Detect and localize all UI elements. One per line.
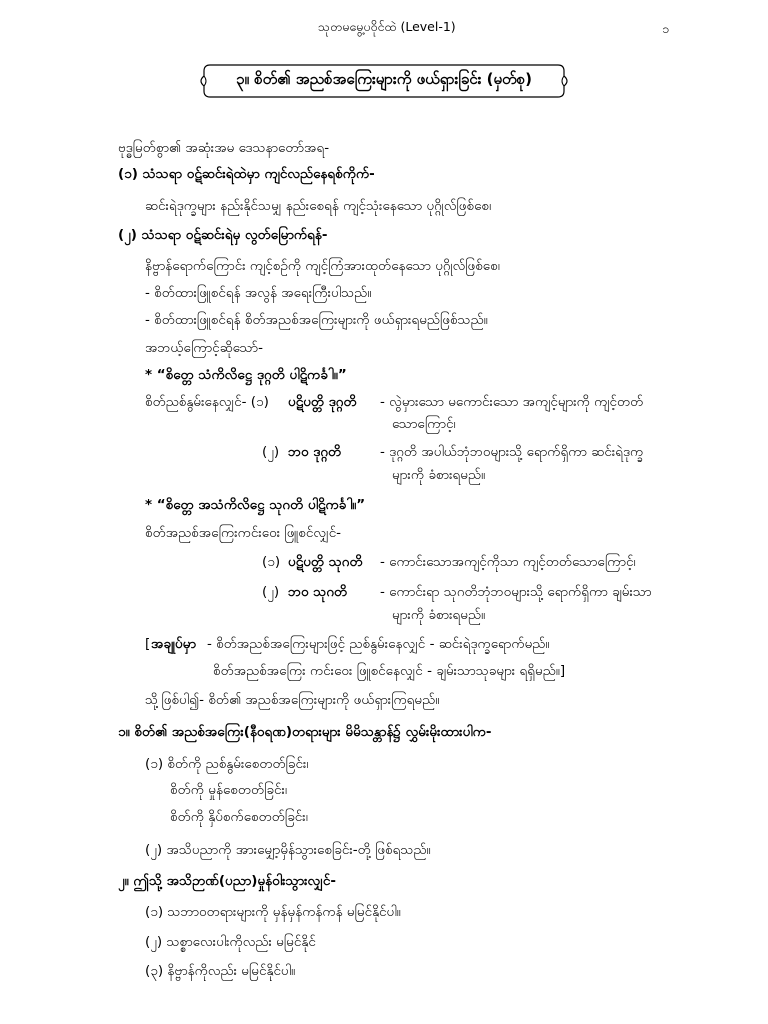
list-item: (၁) စိတ်ကို ညစ်နွမ်းစေတတ်ခြင်း၊ — [145, 756, 309, 772]
chapter-title: ၃။ စိတ်၏ အညစ်အကြေးများကို ဖယ်ရှားခြင်း (မှတ်စု) — [236, 70, 532, 88]
item-number: (၂) — [262, 444, 280, 460]
body-line: နိဗ္ဗာန်ရောက်ကြောင်း ကျင့်စဉ်ကို ကျင့်ကြံအားထုတ်နေသော ပုဂ္ဂိုလ်ဖြစ်စေ၊ — [145, 258, 500, 274]
body-line: စိတ်အညစ်အကြေးကင်းဝေး ဖြူစင်လျှင်- — [145, 525, 342, 541]
section-heading-2: (၂) သံသရာ ဝဋ်ဆင်းရဲမှ လွတ်မြောက်ရန်- — [118, 227, 328, 243]
list-item: (၃) နိဗ္ဗာန်ကိုလည်း မမြင်နိုင်ပါ။ — [145, 963, 296, 979]
term-label: ပဋိပတ္တိ သုဂတိ — [288, 554, 363, 570]
term-label: ဘဝ သုဂတိ — [288, 584, 348, 600]
summary-line: - စိတ်အညစ်အကြေးများဖြင့် ညစ်နွမ်းနေလျှင် - ဆင်းရဲဒုက္ခရောက်မည်။ — [207, 636, 550, 652]
list-item: စိတ်ကို နှိပ်စက်စေတတ်ခြင်း၊ — [170, 809, 308, 825]
term-definition-cont: သောကြောင့်၊ — [392, 416, 456, 432]
item-number: (၂) — [262, 584, 280, 600]
body-line: စိတ်ညစ်နွမ်းနေလျှင်- (၁) — [145, 394, 269, 410]
term-label: ဘဝ ဒုဂ္ဂတိ — [288, 444, 342, 460]
term-label: ပဋိပတ္တိ ဒုဂ္ဂတိ — [288, 394, 357, 410]
body-line: သို့ဖြစ်ပါ၍- စိတ်၏ အညစ်အကြေးများကို ဖယ်ရှားကြရမည်။ — [145, 692, 440, 708]
numbered-heading-2: ၂။ ဤသို့ အသိဉာဏ်(ပညာ)မှုန်ဝါးသွားလျှင်- — [118, 873, 336, 889]
list-item: (၂) အသိပညာကို အားမျှော့မှိန်သွားစေခြင်း-တို့ ဖြစ်ရသည်။ — [145, 842, 431, 858]
body-line: အဘယ့်ကြောင့်ဆိုသော်- — [145, 340, 263, 356]
term-definition-cont: များကို ခံစားရမည်။ — [392, 467, 486, 483]
term-definition: - လွဲမှားသော မကောင်းသော အကျင့်များကို ကျင့်တတ် — [380, 394, 644, 410]
page-number: ၁ — [662, 21, 670, 36]
section-heading-1: (၁) သံသရာ ဝဋ်ဆင်းရဲထဲမှာ ကျင်လည်နေရစ်ကိုက်- — [118, 166, 375, 182]
bullet-line: - စိတ်ထားဖြူစင်ရန် စိတ်အညစ်အကြေးများကို ဖယ်ရှားရမည်ဖြစ်သည်။ — [145, 312, 488, 328]
list-item: (၂) သစ္စာလေးပါးကိုလည်း မမြင်နိုင် — [145, 934, 316, 950]
chapter-title-banner — [196, 62, 572, 100]
summary-label: အချုပ်မှာ — [151, 636, 197, 652]
item-number: (၁) — [262, 554, 281, 570]
intro-line: ဗုဒ္ဓမြတ်စွာ၏ အဆုံးအမ ဒေသနာတော်အရ- — [118, 140, 330, 156]
numbered-heading-1: ၁။ စိတ်၏ အညစ်အကြေး(နီဝရဏ)တရားများ မိမိသန္တာန်၌ လွှမ်းမိုးထားပါက- — [118, 724, 492, 740]
list-item: စိတ်ကို မှုန်စေတတ်ခြင်း၊ — [170, 782, 288, 798]
term-definition: - ဒုဂ္ဂတိ အပါယ်ဘုံဘဝများသို့ ရောက်ရှိကာ ဆင်းရဲဒုက္ခ — [380, 444, 644, 460]
summary-line: စိတ်အညစ်အကြေး ကင်းဝေး ဖြူစင်နေလျှင် - ချမ်းသာသုခများ ရရှိမည်။] — [213, 663, 566, 679]
list-item: (၁) သဘာဝတရားများကို မှန်မှန်ကန်ကန် မမြင်နိုင်ပါ။ — [145, 904, 401, 920]
pali-quote-1: * “စိတ္တေ သံကိလိဋ္ဌေ ဒုဂ္ဂတိ ပါဋိကင်္ခါ။” — [145, 367, 347, 383]
body-line: ဆင်းရဲဒုက္ခများ နည်းနိုင်သမျှ နည်းစေရန် ကျင့်သုံးနေသော ပုဂ္ဂိုလ်ဖြစ်စေ၊ — [145, 198, 492, 214]
term-definition: - ကောင်းသောအကျင့်ကိုသာ ကျင့်တတ်သောကြောင့်၊ — [380, 554, 636, 570]
term-definition-cont: များကို ခံစားရမည်။ — [392, 607, 486, 623]
bullet-line: - စိတ်ထားဖြူစင်ရန် အလွန် အရေးကြီးပါသည်။ — [145, 285, 372, 301]
pali-quote-2: * “စိတ္တေ အသံကိလိဋ္ဌေ သုဂတိ ပါဋိကင်္ခါ။” — [145, 497, 366, 513]
summary-bracket-open: [ — [145, 636, 151, 652]
running-header-title: သုတမမွေ့ပဝိုင်ထဲ (Level-1) — [318, 19, 456, 34]
term-definition: - ကောင်းရာ သုဂတိဘုံဘဝများသို့ ရောက်ရှိကာ ချမ်းသာ — [380, 584, 652, 600]
